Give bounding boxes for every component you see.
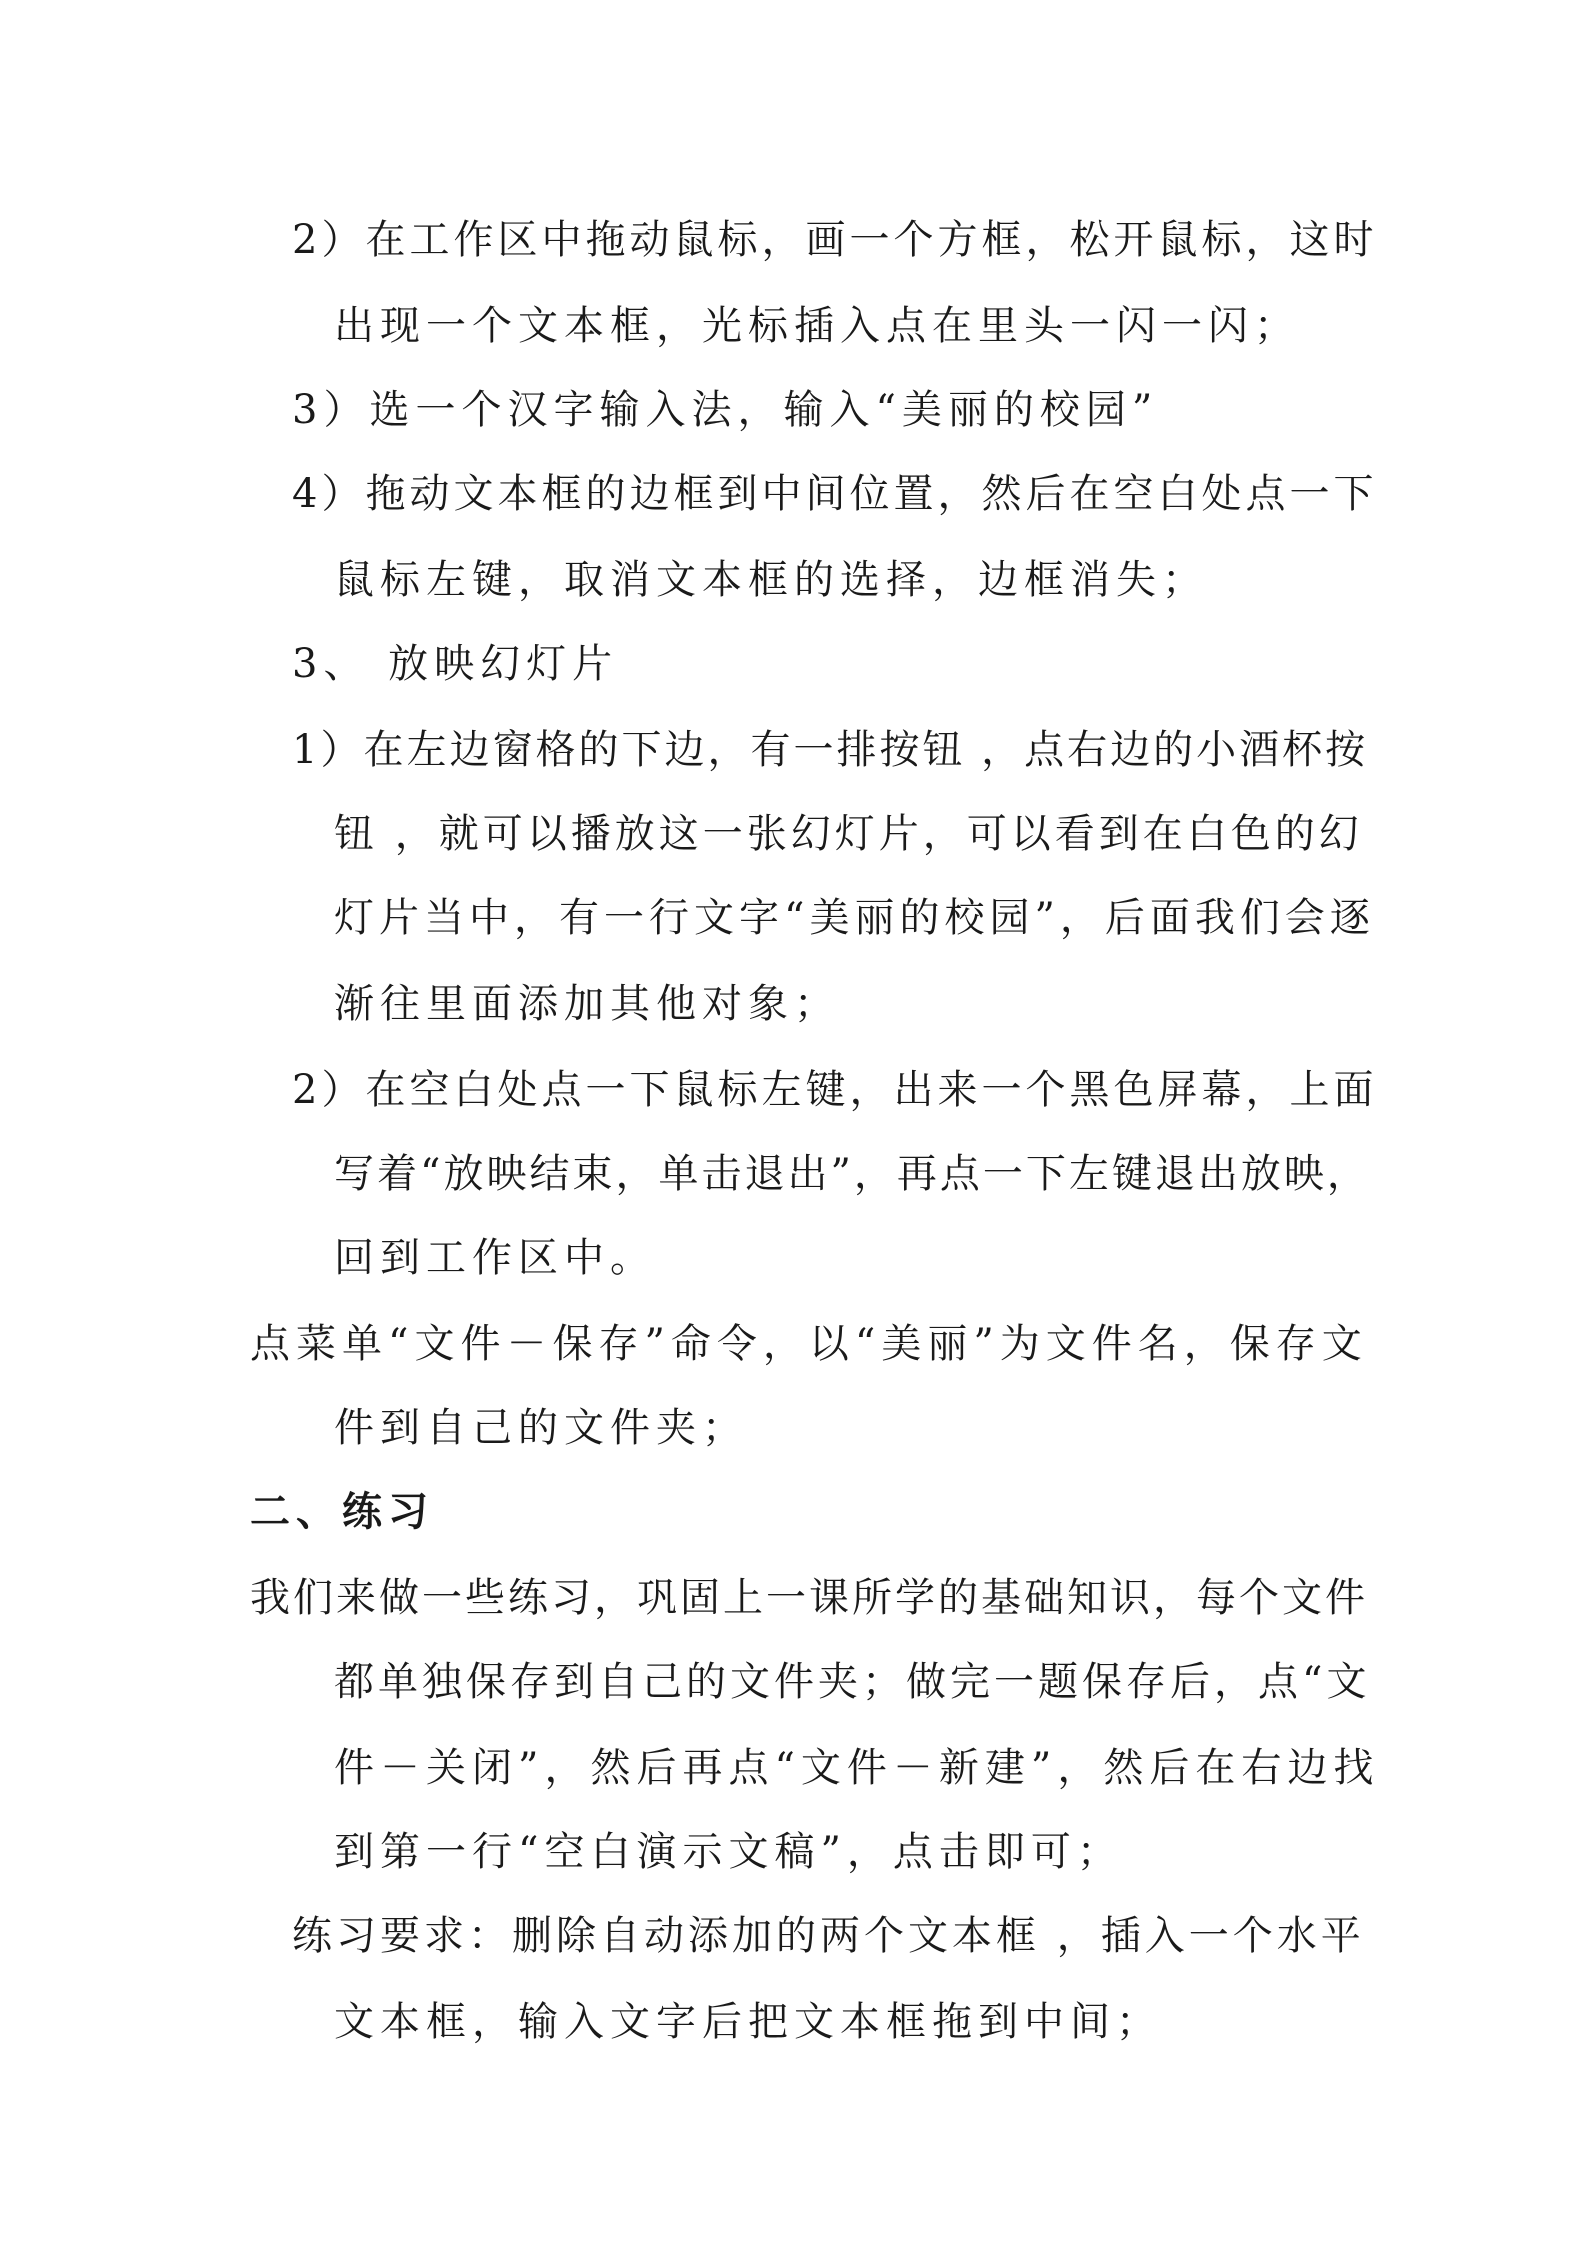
text-line: 灯片当中，有一行文字“美丽的校园”，后面我们会逐 xyxy=(334,895,1375,941)
text-line: 钮 ，就可以播放这一张幻灯片，可以看到在白色的幻 xyxy=(334,811,1363,857)
section-heading: 3、 放映幻灯片 xyxy=(292,641,619,687)
text-line: 1）在左边窗格的下边，有一排按钮 ，点右边的小酒杯按 xyxy=(292,727,1369,773)
text-line: 出现一个文本框，光标插入点在里头一闪一闪； xyxy=(334,303,1300,349)
text-line: 件－关闭”，然后再点“文件－新建”，然后在右边找 xyxy=(334,1745,1380,1791)
section-heading: 二、练习 xyxy=(250,1488,434,1535)
text-line: 都单独保存到自己的文件夹；做完一题保存后，点“文 xyxy=(334,1659,1371,1705)
text-line: 4）拖动文本框的边框到中间位置，然后在空白处点一下 xyxy=(292,471,1378,517)
text-line: 3）选一个汉字输入法，输入“美丽的校园” xyxy=(292,387,1159,433)
text-line: 2）在工作区中拖动鼠标，画一个方框，松开鼠标，这时 xyxy=(292,217,1378,263)
text-line: 写着“放映结束，单击退出”，再点一下左键退出放映， xyxy=(334,1151,1370,1197)
text-line: 鼠标左键，取消文本框的选择，边框消失； xyxy=(334,557,1208,603)
text-line: 回到工作区中。 xyxy=(334,1235,656,1281)
text-line: 点菜单“文件－保存”命令，以“美丽”为文件名，保存文 xyxy=(250,1321,1368,1367)
text-line: 文本框，输入文字后把文本框拖到中间； xyxy=(334,1999,1162,2045)
text-line: 练习要求：删除自动添加的两个文本框 ，插入一个水平 xyxy=(292,1913,1365,1959)
text-line: 到第一行“空白演示文稿”，点击即可； xyxy=(334,1829,1123,1875)
text-line: 我们来做一些练习，巩固上一课所学的基础知识，每个文件 xyxy=(250,1575,1368,1621)
text-line: 2）在空白处点一下鼠标左键，出来一个黑色屏幕，上面 xyxy=(292,1067,1378,1113)
text-line: 渐往里面添加其他对象； xyxy=(334,981,840,1027)
text-line: 件到自己的文件夹； xyxy=(334,1405,748,1451)
